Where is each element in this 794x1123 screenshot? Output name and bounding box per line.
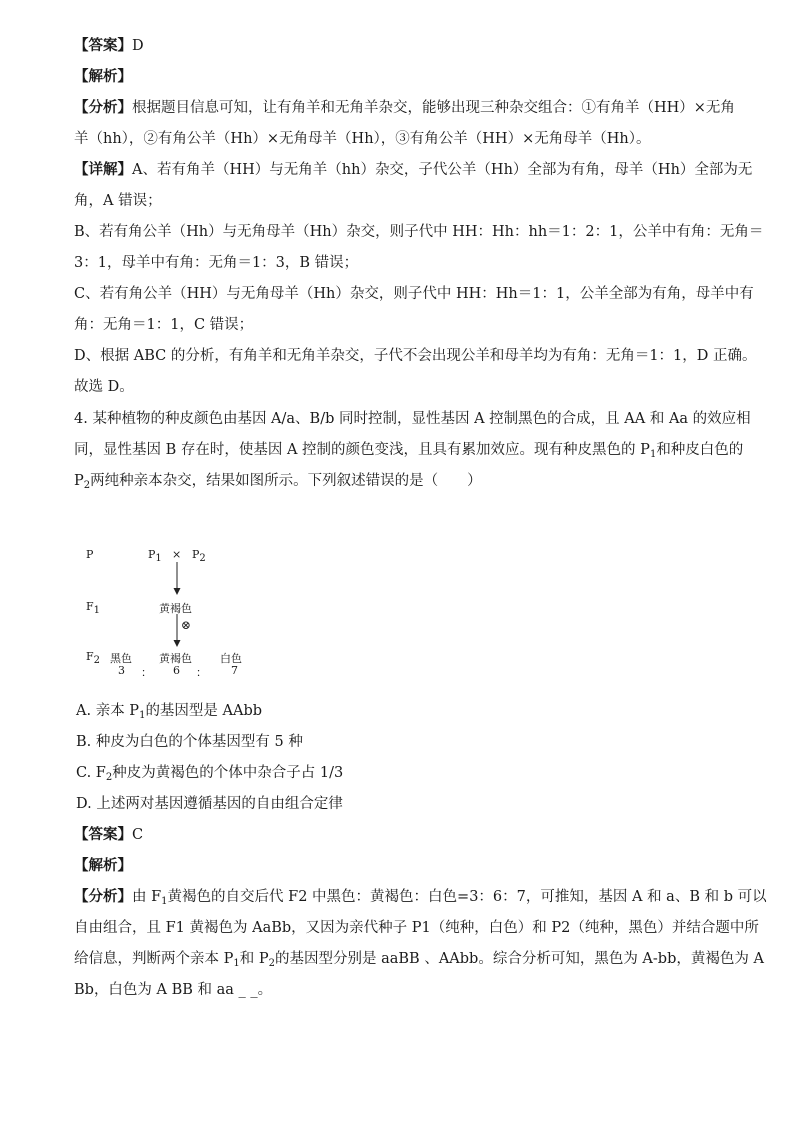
detail-line-1: 【详解】A、若有角羊（HH）与无角羊（hh）杂交，子代公羊（Hh）全部为有角，母羊（Hh）全部为无 [74, 161, 753, 178]
option-c: C. $F_2$种皮为黄褐色的个体中杂合子占 1/3 [76, 765, 344, 783]
fx-line-1: 【分析】由 $F_1$黄褐色的自交后代 F2 中黑色：黄褐色：白色=3：6：7，可推知，基因 A 和 a、B 和 b 可以 [74, 888, 767, 907]
analysis-heading: 【解析】 [74, 68, 132, 85]
analysis-line-1: 【分析】根据题目信息可知，让有角羊和无角羊杂交，能够出现三种杂交组合：①有角羊（HH）×无角 [74, 99, 735, 116]
f2-brown: 黄褐色 [159, 652, 192, 665]
ratio-colon: ： [141, 666, 152, 679]
answer-line-2: 【答案】C [74, 826, 144, 843]
f2-black: 黑色 [110, 652, 132, 665]
f1-generation-label: $F_1$ [86, 600, 101, 616]
parent-p2: $P_2$ [192, 548, 206, 564]
option-d: D. 上述两对基因遵循基因的自由组合定律 [76, 796, 343, 812]
f2-generation-label: $F_2$ [86, 650, 101, 666]
question-line-1: 4. 某种植物的种皮颜色由基因 A/a、B/b 同时控制，显性基因 A 控制黑色的合成，且 AA 和 Aa 的效应相 [74, 411, 751, 427]
analysis-heading-2: 【解析】 [74, 857, 132, 874]
analysis-line-2: 羊（hh），②有角公羊（Hh）×无角母羊（Hh），③有角公羊（HH）×无角母羊（Hh）。 [74, 131, 651, 147]
parent-p1: $P_1$ [148, 548, 162, 564]
ratio-black: 3 [118, 664, 125, 677]
question-line-2: 同，显性基因 B 存在时，使基因 A 控制的颜色变浅，且具有累加效应。现有种皮黑色的 $P_1$和种皮白色的 [74, 442, 744, 460]
detail-line-6: 角：无角＝1：1，C 错误； [74, 317, 254, 333]
f1-phenotype: 黄褐色 [159, 602, 192, 615]
cross-symbol: × [172, 548, 182, 561]
fx-line-4: Bb，白色为 A BB 和 aa _ _。 [74, 982, 273, 998]
detail-line-4: 3：1，母羊中有角：无角＝1：3，B 错误； [74, 255, 359, 271]
ratio-white: 7 [231, 664, 238, 677]
p-generation-label: P [86, 548, 94, 561]
detail-line-7: D、根据 ABC 的分析，有角羊和无角羊杂交，子代不会出现公羊和母羊均为有角：无角＝1：1，D 正确。 [74, 348, 757, 364]
option-a: A. 亲本 $P_1$的基因型是 AAbb [76, 703, 263, 721]
ratio-brown: 6 [173, 664, 180, 677]
answer-line: 【答案】D [74, 37, 144, 54]
detail-line-2: 角，A 错误； [74, 193, 162, 209]
f2-white: 白色 [220, 652, 242, 665]
selfing-symbol: ⊗ [181, 618, 192, 632]
arrow-down-icon [172, 562, 182, 596]
detail-line-3: B、若有角公羊（Hh）与无角母羊（Hh）杂交，则子代中 HH：Hh：hh＝1：2：1，公羊中有角：无角＝ [74, 224, 764, 240]
genetic-cross-diagram [86, 544, 266, 679]
ratio-colon: ： [196, 666, 207, 679]
detail-line-5: C、若有角公羊（HH）与无角母羊（Hh）杂交，则子代中 HH：Hh＝1：1，公羊全部为有角，母羊中有 [74, 286, 754, 302]
question-line-3: $P_2$两纯种亲本杂交，结果如图所示。下列叙述错误的是（ ） [74, 473, 482, 491]
fx-line-2: 自由组合，且 F1 黄褐色为 AaBb，又因为亲代种子 P1（纯种，白色）和 P2（纯种，黑色）并结合题中所 [74, 920, 759, 936]
detail-line-8: 故选 D。 [74, 379, 134, 395]
fx-line-3: 给信息，判断两个亲本 $P_1$和 $P_2$的基因型分别是 aaBB 、AAbb。综合分析可知，黑色为 A-bb，黄褐色为 A [74, 951, 764, 969]
option-b: B. 种皮为白色的个体基因型有 5 种 [76, 734, 303, 750]
